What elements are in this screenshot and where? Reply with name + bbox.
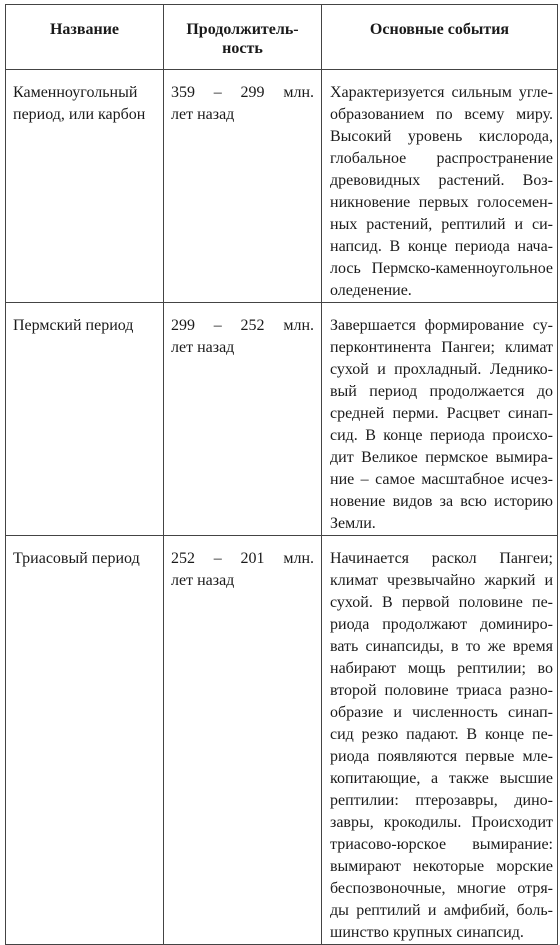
period-name-line: Пермский период [13, 317, 134, 334]
period-duration-line: 299 – 252 млн. [171, 317, 314, 334]
geologic-periods-table [5, 4, 558, 945]
event-text-line: вый период продолжается до [330, 383, 553, 400]
event-text-line: триасово-юрское вымирание: [330, 836, 553, 853]
event-text-line: ние – самое масштабное исчез- [330, 471, 553, 488]
event-text-line: лось Пермско-каменноугольное [330, 260, 553, 277]
event-text-line: набирают мощь рептилии; во [330, 660, 553, 677]
event-text-line: Завершается формирование су- [330, 317, 553, 334]
event-text-line: сид. В конце периода происхо- [330, 427, 553, 444]
period-events-cell [322, 70, 558, 303]
event-text-line: оледенение. [330, 282, 412, 299]
event-text-line: вать синапсиды, в то же время [330, 638, 553, 655]
event-text-line: ных растений, рептилий и си- [330, 216, 553, 233]
event-text-line: дит Великое пермское вымира- [330, 449, 553, 466]
table-row [6, 303, 558, 536]
event-text-line: перконтинента Пангеи; климат [330, 339, 553, 356]
header-name-label: Название [49, 21, 120, 38]
period-name-cell [6, 303, 164, 536]
event-text-line: никновение первых голосемен- [330, 194, 553, 211]
header-duration [164, 5, 322, 70]
period-duration-line: 252 – 201 млн. [171, 550, 314, 567]
header-duration-label-line2: ность [222, 40, 263, 57]
header-events [322, 5, 558, 70]
table-header-row [6, 5, 558, 70]
period-name-line: период, или карбон [13, 106, 146, 123]
header-name [6, 5, 164, 70]
event-text-line: сид резко падают. В конце пе- [330, 726, 553, 743]
period-duration-line: лет назад [171, 572, 235, 589]
event-text-line: новение видов за всю историю [330, 493, 553, 510]
event-text-line: второй половине триаса разно- [330, 682, 553, 699]
header-duration-label-line1: Продолжитель- [186, 21, 299, 38]
event-text-line: сухой. В первой половине пе- [330, 594, 553, 611]
event-text-line: завры, крокодилы. Происходит [330, 814, 553, 831]
period-duration-line: лет назад [171, 339, 235, 356]
event-text-line: напсид. В конце периода нача- [330, 238, 553, 255]
event-text-line: Высокий уровень кислорода, [330, 128, 553, 145]
table-row [6, 536, 558, 945]
period-name-cell [6, 70, 164, 303]
event-text-line: риода продолжают доминиро- [330, 616, 553, 633]
period-events-cell [322, 536, 558, 945]
event-text-line: образованием по всему миру. [330, 106, 553, 123]
period-duration-cell [164, 303, 322, 536]
event-text-line: климат чрезвычайно жаркий и [330, 572, 553, 589]
period-duration-cell [164, 70, 322, 303]
event-text-line: сухой и прохладный. Леднико- [330, 361, 553, 378]
event-text-line: средней перми. Расцвет синап- [330, 405, 553, 422]
event-text-line: Земли. [330, 515, 376, 532]
table-row [6, 70, 558, 303]
event-text-line: древовидных растений. Воз- [330, 172, 553, 189]
event-text-line: ды рептилий и амфибий, боль- [330, 902, 553, 919]
period-name-line: Триасовый период [13, 550, 140, 567]
event-text-line: риода появляются первые мле- [330, 748, 553, 765]
event-text-line: беспозвоночные, многие отря- [330, 880, 553, 897]
event-text-line: Начинается раскол Пангеи; [330, 550, 553, 567]
period-duration-line: лет назад [171, 106, 235, 123]
event-text-line: глобальное распространение [330, 150, 553, 167]
period-name-line: Каменноугольный [13, 84, 138, 101]
period-name-cell [6, 536, 164, 945]
period-duration-cell [164, 536, 322, 945]
header-events-label: Основные события [369, 21, 510, 38]
event-text-line: рептилии: птерозавры, дино- [330, 792, 553, 809]
event-text-line: копитающие, а также высшие [330, 770, 553, 787]
period-duration-line: 359 – 299 млн. [171, 84, 314, 101]
event-text-line: вымирают некоторые морские [330, 858, 553, 875]
event-text-line: Характеризуется сильным угле- [330, 84, 553, 101]
event-text-line: образие и численность синап- [330, 704, 553, 721]
event-text-line: шинство крупных синапсид. [330, 924, 524, 941]
period-events-cell [322, 303, 558, 536]
